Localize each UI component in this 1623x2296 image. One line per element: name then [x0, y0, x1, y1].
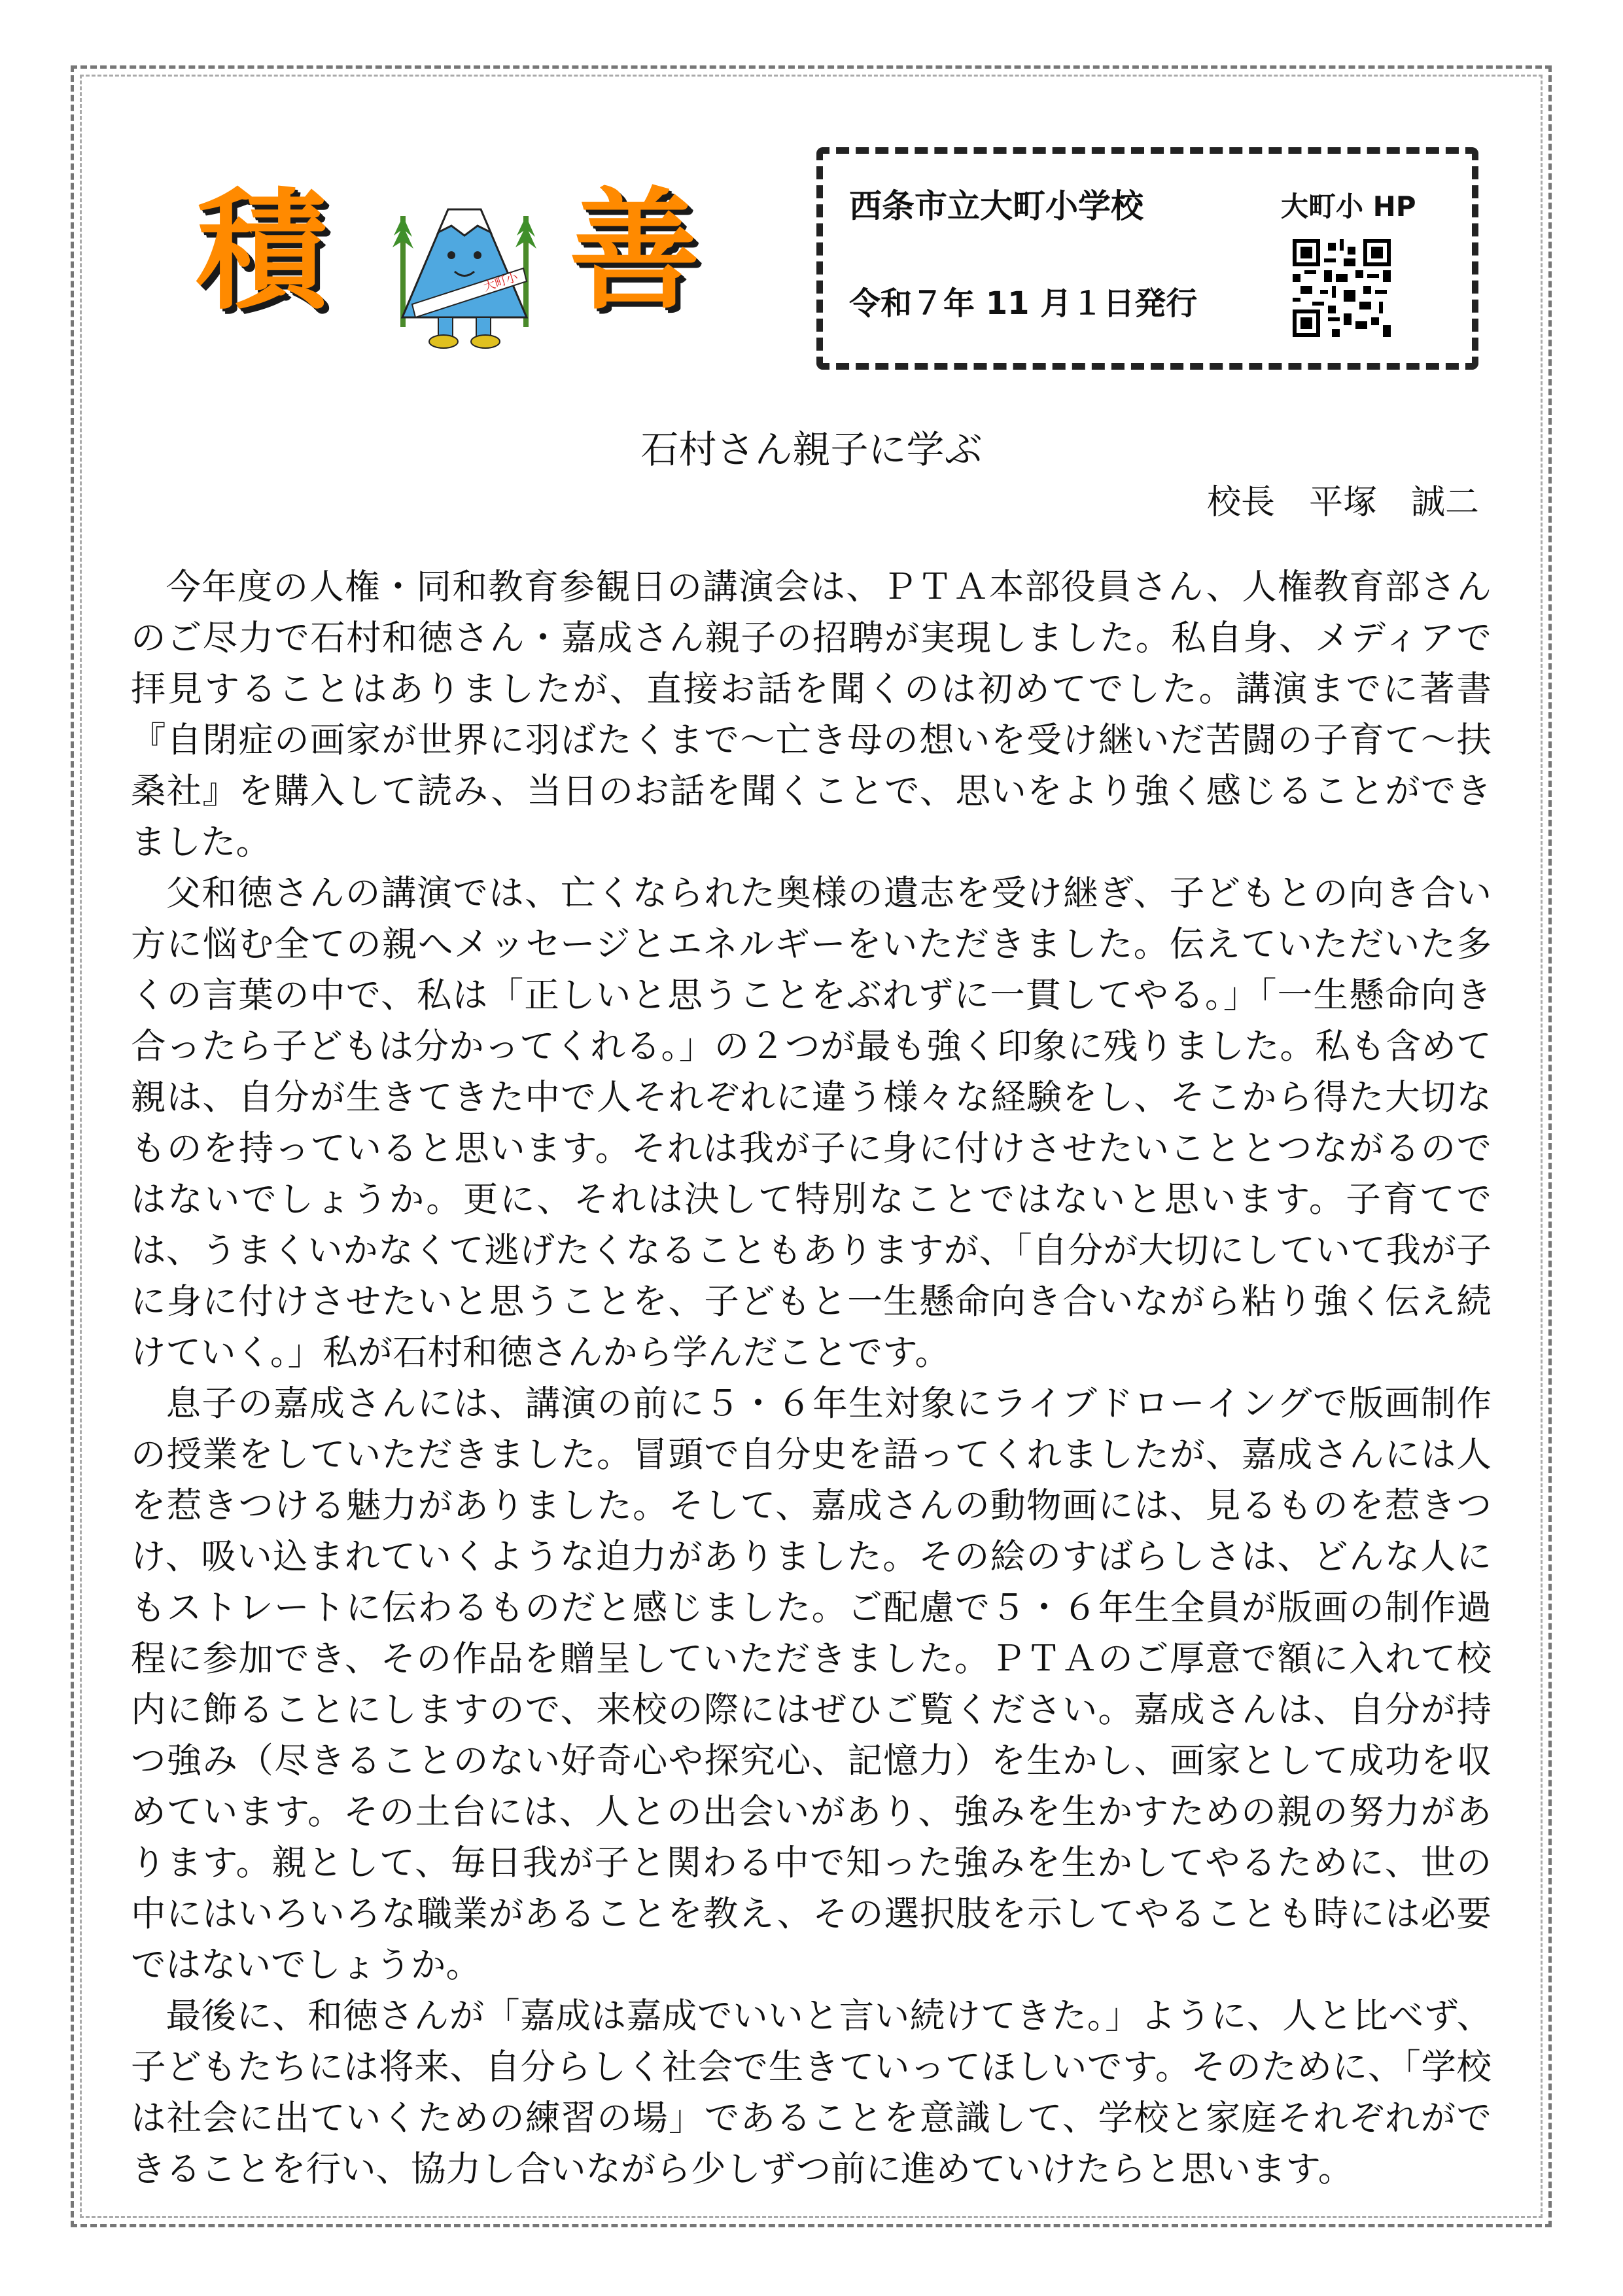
article-paragraph: 最後に、和徳さんが「嘉成は嘉成でいいと言い続けてきた。」ように、人と比べず、子どもたちには将来、自分らしく社会で生きていってほしいです。そのために、「学校は社会に出ていくための練習の場」であることを意識して、学校と家庭それぞれができることを行い、協力し合いながら少しずつ前に進めていけたらと思います。 — [131, 1995, 1492, 2189]
qr-code-icon[interactable] — [1293, 239, 1391, 337]
issue-date: 令和７年 11 月１日発行 — [849, 285, 1198, 322]
article-author: 校長 平塚 誠二 — [1206, 483, 1479, 522]
article-body — [131, 561, 1492, 2195]
mascot-illustration — [386, 190, 543, 353]
publication-info-box — [816, 147, 1478, 370]
mascot-sash-text: 大町小 — [481, 270, 520, 294]
article-paragraph: 今年度の人権・同和教育参観日の講演会は、ＰＴＡ本部役員さん、人権教育部さんのご尽力で石村和徳さん・嘉成さん親子の招聘が実現しました。私自身、メディアで拝見することはありましたが、直接お話を聞くのは初めてでした。講演までに著書『自閉症の画家が世界に羽ばたくまで〜亡き母の想いを受け継いだ苦闘の子育て〜扶桑社』を購入して読み、当日のお話を聞くことで、思いをより強く感じることができました。 — [131, 566, 1492, 862]
article-paragraph: 息子の嘉成さんには、講演の前に５・６年生対象にライブドローイングで版画制作の授業をしていただきました。冒頭で自分史を語ってくれましたが、嘉成さんには人を惹きつける魅力がありました。そして、嘉成さんの動物画には、見るものを惹きつけ、吸い込まれていくような迫力がありました。その絵のすばらしさは、どんな人にもストレートに伝わるものだと感じました。ご配慮で５・６年生全員が版画の制作過程に参加でき、その作品を贈呈していただきました。ＰＴＡのご厚意で額に入れて校内に飾ることにしますので、来校の際にはぜひご覧ください。嘉成さんは、自分が持つ強み（尽きることのない好奇心や探究心、記憶力）を生かし、画家として成功を収めています。その土台には、人との出会いがあり、強みを生かすための親の努力があります。親として、毎日我が子と関わる中で知った強みを生かしてやるために、世の中にはいろいろな職業があることを教え、その選択肢を示してやることも時には必要ではないでしょうか。 — [131, 1383, 1492, 1985]
school-hp-label: 大町小 HP — [1281, 190, 1416, 222]
masthead-title-char-1: 積 — [196, 175, 328, 328]
masthead-title-char-2: 善 — [569, 175, 701, 328]
article-title: 石村さん親子に学ぶ — [640, 427, 983, 472]
article-paragraph: 父和徳さんの講演では、亡くなられた奥様の遺志を受け継ぎ、子どもとの向き合い方に悩む全ての親へメッセージとエネルギーをいただきました。伝えていただいた多くの言葉の中で、私は「正しいと思うことをぶれずに一貫してやる。」「一生懸命向き合ったら子どもは分かってくれる。」の２つが最も強く印象に残りました。私も含めて親は、自分が生きてきた中で人それぞれに違う様々な経験をし、そこから得た大切なものを持っていると思います。それは我が子に身に付けさせたいこととつながるのではないでしょうか。更に、それは決して特別なことではないと思います。子育てでは、うまくいかなくて逃げたくなることもありますが、「自分が大切にしていて我が子に身に付けさせたいと思うことを、子どもと一生懸命向き合いながら粘り強く伝え続けていく。」私が石村和徳さんから学んだことです。 — [131, 872, 1492, 1373]
school-name: 西条市立大町小学校 — [849, 187, 1143, 225]
